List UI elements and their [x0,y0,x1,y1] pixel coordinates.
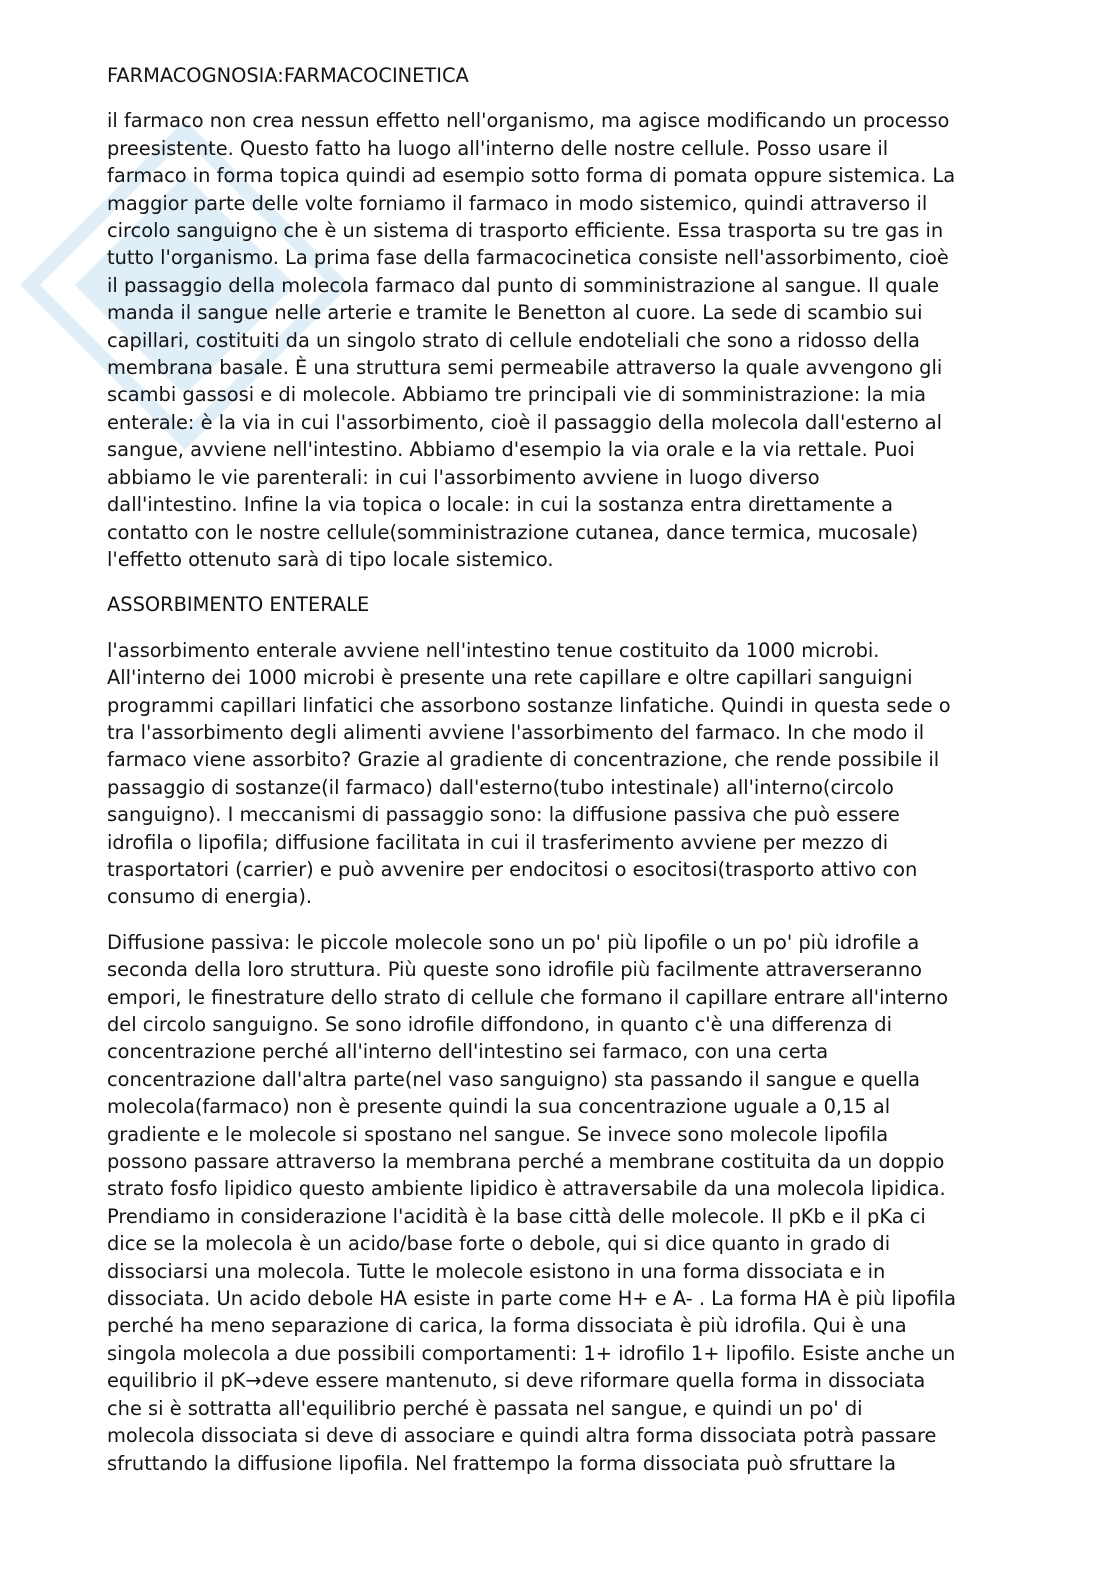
section-paragraph-1: l'assorbimento enterale avviene nell'intestino tenue costituito da 1000 microbi. All'interno dei 1000 microbi è presente una rete capillare e oltre capillari sanguigni programmi capillari linfatici che assorbono sostanze linfatiche. Quindi in questa sede o tra l'assorbimento degli alimenti avviene l'assorbimento del farmaco. In che modo il farmaco viene assorbito? Grazie al gradiente di concentrazione, che rende possibile il passaggio di sostanze(il farmaco) dall'esterno(tubo intestinale) all'interno(circolo sanguigno). I meccanismi di passaggio sono: la diffusione passiva che può essere idrofila o lipofila; diffusione facilitata in cui il trasferimento avviene per mezzo di trasportatori (carrier) e può avvenire per endocitosi o esocitosi(trasporto attivo con consumo di energia). [107,638,951,909]
document-title: FARMACOGNOSIA:FARMACOCINETICA [107,64,469,87]
intro-paragraph: il farmaco non crea nessun effetto nell'organismo, ma agisce modificando un processo preesistente. Questo fatto ha luogo all'interno delle nostre cellule. Posso usare il farmaco in forma topica quindi ad esempio sotto forma di pomata oppure sistemica. La maggior parte delle volte forniamo il farmaco in modo sistemico, quindi attraverso il circolo sanguigno che è un sistema di trasporto efficiente. Essa trasporta su tre gas in tutto l'organismo. La prima fase della farmacocinetica consiste nell'assorbimento, cioè il passaggio della molecola farmaco dal punto di somministrazione al sangue. Il quale manda il sangue nelle arterie e tramite le Benetton al cuore. La sede di scambio sui capillari, costituiti da un singolo strato di cellule endoteliali che sono a ridosso della membrana basale. È una struttura semi permeabile attraverso la quale avvengono gli scambi gassosi e di molecole. Abbiamo tre principali vie di somministrazione: la mia enterale: è la via in cui l'assorbimento, cioè il passaggio della molecola dall'esterno al sangue, avviene nell'intestino. Abbiamo d'esempio la via orale e la via rettale. Puoi abbiamo le vie parenterali: in cui l'assorbimento avviene in luogo diverso dall'intestino. Infine la via topica o locale: in cui la sostanza entra direttamente a contatto con le nostre cellule(somministrazione cutanea, dance termica, mucosale) l'effetto ottenuto sarà di tipo locale sistemico. [107,109,956,571]
document-body [107,62,1012,1477]
section-paragraph-2: Diffusione passiva: le piccole molecole sono un po' più lipofile o un po' più idrofile a seconda della loro struttura. Più queste sono idrofile più facilmente attraverseranno empori, le finestrature dello strato di cellule che formano il capillare entrare all'interno del circolo sanguigno. Se sono idrofile diffondono, in quanto c'è una differenza di concentrazione perché all'interno dell'intestino sei farmaco, con una certa concentrazione dall'altra parte(nel vaso sanguigno) sta passando il sangue e quella molecola(farmaco) non è presente quindi la sua concentrazione uguale a 0,15 al gradiente e le molecole si spostano nel sangue. Se invece sono molecole lipofila possono passare attraverso la membrana perché a membrane costituita da un doppio strato fosfo lipidico questo ambiente lipidico è attraversabile da una molecola lipidica. Prendiamo in considerazione l'acidità è la base città delle molecole. Il pKb e il pKa ci dice se la molecola è un acido/base forte o debole, qui si dice quanto in grado di dissociarsi una molecola. Tutte le molecole esistono in una forma dissociata e in dissociata. Un acido debole HA esiste in parte come H+ e A- . La forma HA è più lipofila perché ha meno separazione di carica, la forma dissociata è più idrofila. Qui è una singola molecola a due possibili comportamenti: 1+ idrofilo 1+ lipofilo. Esiste anche un equilibrio il pK→deve essere mantenuto, si deve riformare quella forma in dissociata che si è sottratta all'equilibrio perché è passata nel sangue, e quindi un po' di molecola dissociata si deve di associare e quindi altra forma dissociata potrà passare sfruttando la diffusione lipofila. Nel frattempo la forma dissociata può sfruttare la [107,930,956,1475]
section-heading: ASSORBIMENTO ENTERALE [107,593,370,617]
